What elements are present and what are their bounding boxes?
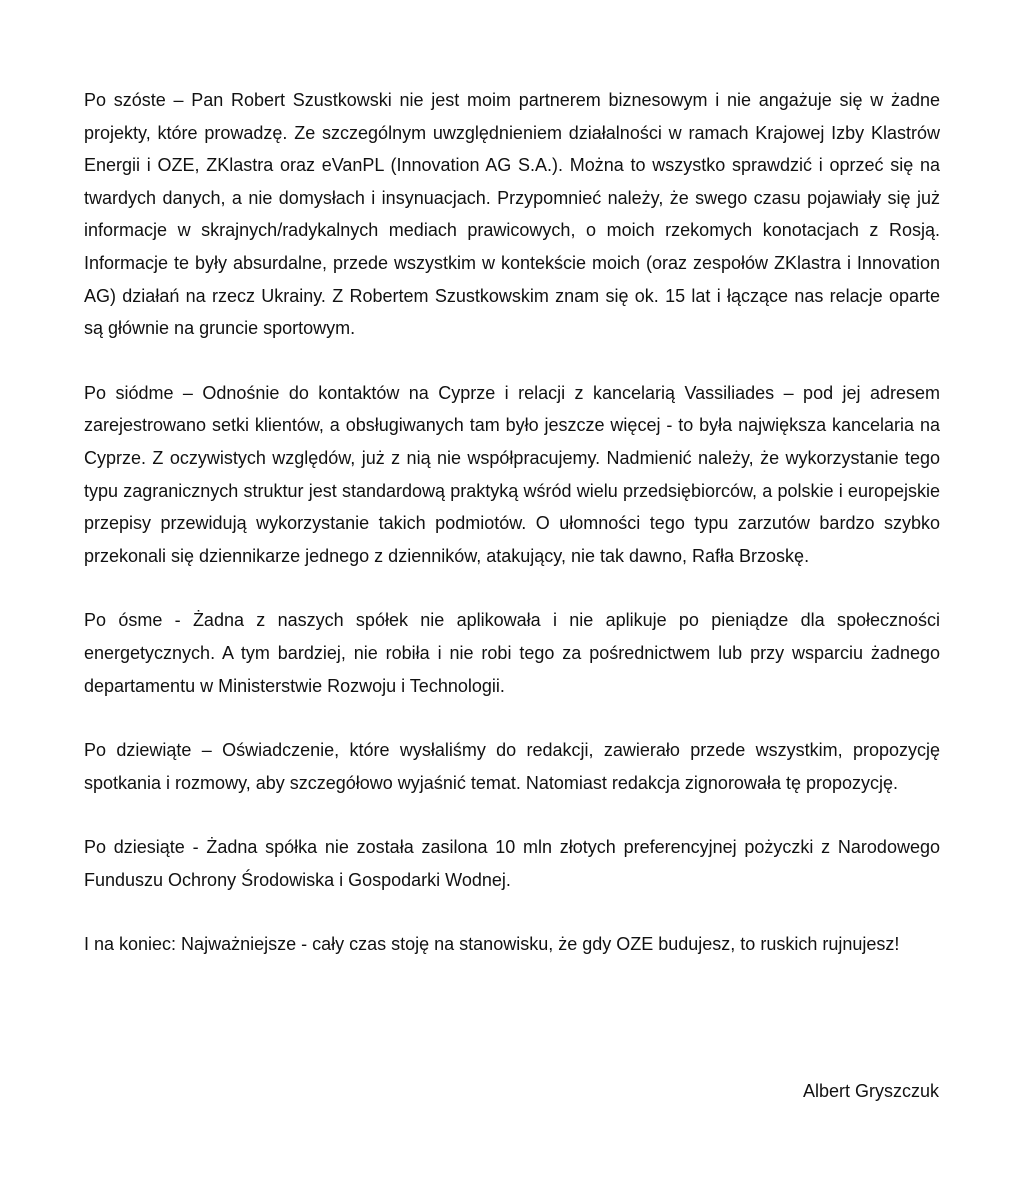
document-body [84,84,940,993]
paragraph-point-nine: Po dziewiąte – Oświadczenie, które wysłaliśmy do redakcji, zawierało przede wszystkim, propozycję spotkania i rozmowy, aby szczegółowo wyjaśnić temat. Natomiast redakcja zignorowała tę propozycję. [84,740,940,793]
paragraph-point-six: Po szóste – Pan Robert Szustkowski nie jest moim partnerem biznesowym i nie angażuje się w żadne projekty, które prowadzę. Ze szczególnym uwzględnieniem działalności w ramach Krajowej Izby Klastrów Energii i OZE, ZKlastra oraz eVanPL (Innovation AG S.A.). Można to wszystko sprawdzić i oprzeć się na twardych danych, a nie domysłach i insynuacjach. Przypomnieć należy, że swego czasu pojawiały się już informacje w skrajnych/radykalnych mediach prawicowych, o moich rzekomych konotacjach z Rosją. Informacje te były absurdalne, przede wszystkim w kontekście moich (oraz zespołów ZKlastra i Innovation AG) działań na rzecz Ukrainy. Z Robertem Szustkowskim znam się ok. 15 lat i łączące nas relacje oparte są głównie na gruncie sportowym. [84,90,940,339]
paragraph-point-ten: Po dziesiąte - Żadna spółka nie została zasilona 10 mln złotych preferencyjnej pożyczki z Narodowego Funduszu Ochrony Środowiska i Gospodarki Wodnej. [84,837,940,890]
paragraph-point-eight: Po ósme - Żadna z naszych spółek nie aplikowała i nie aplikuje po pieniądze dla społeczności energetycznych. A tym bardziej, nie robiła i nie robi tego za pośrednictwem lub przy wsparciu żadnego departamentu w Ministerstwie Rozwoju i Technologii. [84,610,940,696]
paragraph-point-seven: Po siódme – Odnośnie do kontaktów na Cyprze i relacji z kancelarią Vassiliades – pod jej adresem zarejestrowano setki klientów, a obsługiwanych tam było jeszcze więcej - to była największa kancelaria na Cyprze. Z oczywistych względów, już z nią nie współpracujemy. Nadmienić należy, że wykorzystanie tego typu zagranicznych struktur jest standardową praktyką wśród wielu przedsiębiorców, a polskie i europejskie przepisy przewidują wykorzystanie takich podmiotów. O ułomności tego typu zarzutów bardzo szybko przekonali się dziennikarze jednego z dzienników, atakujący, nie tak dawno, Rafła Brzoskę. [84,382,940,566]
paragraph-conclusion: I na koniec: Najważniejsze - cały czas stoję na stanowisku, że gdy OZE budujesz, to ruskich rujnujesz! [84,934,900,955]
signature: Albert Gryszczuk [802,1081,939,1101]
